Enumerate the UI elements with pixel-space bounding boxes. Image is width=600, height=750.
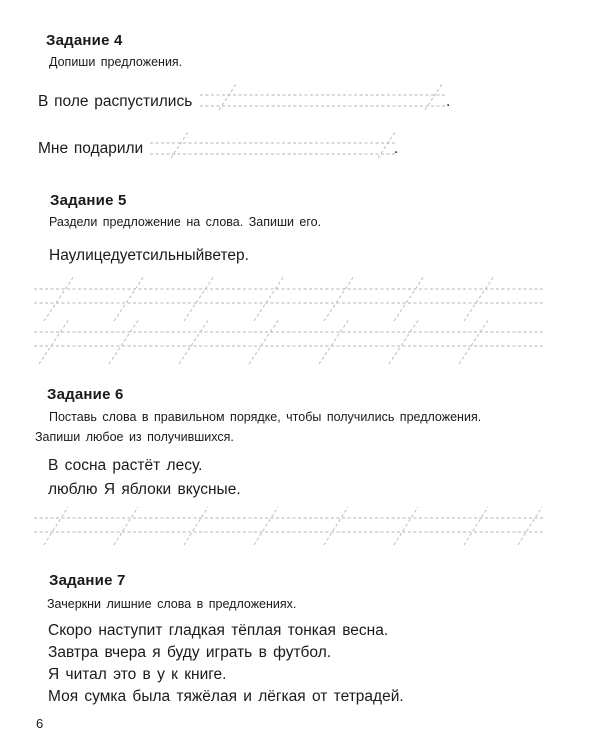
task5-instruction: Раздели предложение на слова. Запиши его.	[49, 215, 322, 229]
task4-answer-line-2[interactable]	[150, 134, 398, 162]
task4-instruction: Допиши предложения.	[49, 55, 183, 69]
task7-title: Задание 7	[49, 572, 126, 589]
task5-title: Задание 5	[50, 192, 127, 209]
task4-sentence1: В поле распустились	[38, 93, 193, 110]
task7-line-2: Завтра вчера я буду играть в футбол.	[48, 644, 332, 661]
task4-sentence2-period: .	[394, 140, 399, 157]
task6-instruction-line1: Поставь слова в правильном порядке, чтобы получились предложения.	[49, 410, 482, 424]
task7-line-4: Моя сумка была тяжёлая и лёгкая от тетрадей.	[48, 688, 404, 705]
task4-title: Задание 4	[46, 32, 123, 49]
task6-instruction-line2: Запиши любое из получившихся.	[35, 430, 234, 444]
task7-instruction: Зачеркни лишние слова в предложениях.	[47, 597, 297, 611]
task6-answer-lines[interactable]	[34, 505, 544, 547]
task7-line-1: Скоро наступит гладкая тёплая тонкая весна.	[48, 622, 389, 639]
task4-sentence2: Мне подарили	[38, 140, 144, 157]
task5-text: Наулицедуетсильныйветер.	[49, 247, 249, 264]
task6-line1: В сосна растёт лесу.	[48, 457, 203, 474]
task4-answer-line-1[interactable]	[200, 86, 451, 114]
task4-sentence1-period: .	[446, 93, 451, 110]
page-number: 6	[36, 716, 44, 731]
task5-answer-lines[interactable]	[34, 276, 544, 366]
task7-line-3: Я читал это в у к книге.	[48, 666, 227, 683]
task6-title: Задание 6	[47, 386, 124, 403]
task6-line2: люблю Я яблоки вкусные.	[48, 481, 241, 498]
